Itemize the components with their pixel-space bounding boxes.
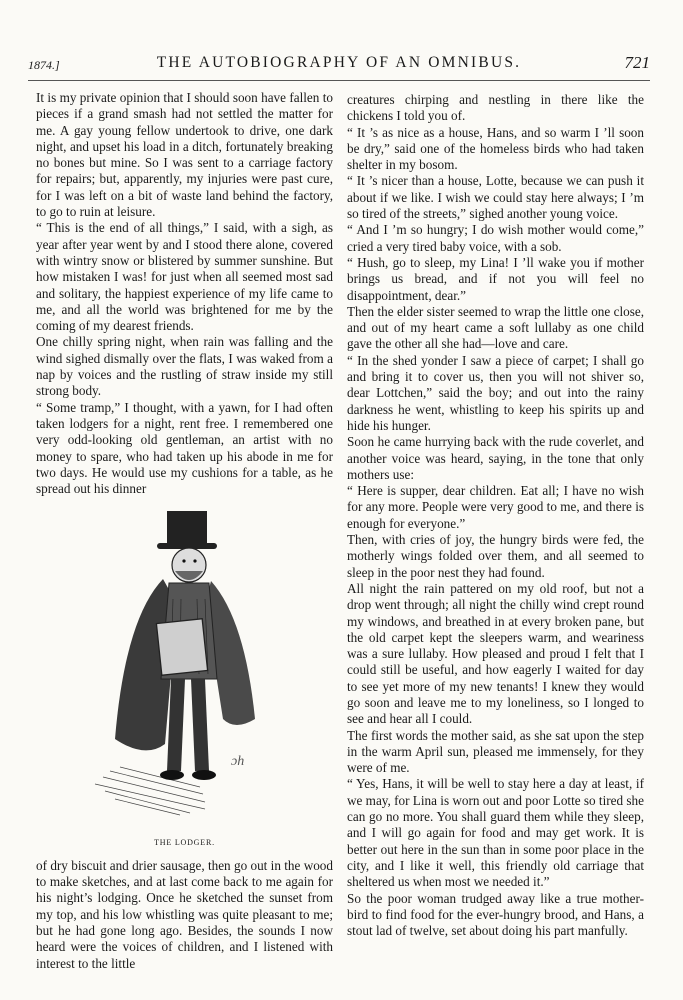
paragraph: Soon he came hurrying back with the rude coverlet, and another voice was heard, saying, in the tone that only mothers use: <box>347 434 644 482</box>
running-header <box>28 52 650 80</box>
paragraph: It is my private opinion that I should soon have fallen to pieces if a grand smash had not settled the matter for me. A gay young fellow undertook to drive, one dark night, and upset his load in a ditch, fortunately breaking no bones but mine. So I was sent to a carriage factory for repairs; but, apparently, my injuries were past cure, for I was left on a bit of waste land behind the factory, to go to ruin at leisure. <box>36 90 333 220</box>
paragraph: One chilly spring night, when rain was falling and the wind sighed dismally over the flats, I was waked from a nap by voices and the rustling of straw inside my still strong body. <box>36 334 333 399</box>
paragraph: of dry biscuit and drier sausage, then go out in the wood to make sketches, and at last come back to me again for his night’s lodging. Once he sketched the sunset from my top, and his low whistling was quite pleasant to me; but he had gone long ago. Besides, the sounds I now heard were the voices of children, and I listened with interest to the little <box>36 857 333 971</box>
paragraph: “ Hush, go to sleep, my Lina! I ’ll wake you if mother brings us bread, and if not you will feel no disappointment, dear.” <box>347 254 644 303</box>
paragraph: Then the elder sister seemed to wrap the little one close, and out of my heart came a soft lullaby as one child gave the other all she had—love and care. <box>347 303 644 352</box>
paragraph: “ Here is supper, dear children. Eat all; I have no wish for any more. People were very good to me, and there is enough for everyone.” <box>347 483 644 531</box>
header-rule <box>28 80 650 81</box>
paragraph: creatures chirping and nestling in there like the chickens I told you of. <box>347 92 644 124</box>
paragraph: So the poor woman trudged away like a true mother-bird to find food for the ever-hungry brood, and Hans, a stout lad of twelve, set about doing his part manfully. <box>347 890 644 939</box>
lodger-illustration <box>36 509 333 831</box>
header-title: THE AUTOBIOGRAPHY OF AN OMNIBUS. <box>156 54 522 71</box>
paragraph: “ It ’s nicer than a house, Lotte, because we can push it about if we like. I wish we could stay here always; I ’m so tired of the streets,” sighed another young voice. <box>347 173 644 222</box>
paragraph: “ Yes, Hans, it will be well to stay here a day at least, if we may, for Lina is worn out and poor Lotte so tired she can go no more. You shall guard them while they sleep, and I will go again for food and may get work. It is better out here in the sun than in some poor place in the city, and I like it well, this friendly old carriage that sheltered us when most we needed it.” <box>347 776 644 890</box>
paragraph: All night the rain pattered on my old roof, but not a drop went through; all night the chilly wind crept round my windows, and breathed in at every broken pane, but the old carpet kept the sleepers warm, and weariness was a sure lullaby. How pleased and proud I felt that I could still be useful, and how eagerly I waited for day to see yet more of my new tenants! I knew they would go soon and leave me to my loneliness, so I longed to see and hear all I could. <box>347 580 644 727</box>
figure-caption: THE LODGER. <box>154 838 215 848</box>
left-column <box>36 90 333 972</box>
paragraph: The first words the mother said, as she sat upon the step in the warm April sun, pleased me immensely, for they were of me. <box>347 727 644 776</box>
paragraph: Then, with cries of joy, the hungry birds were fed, the motherly wings folded over them, and all seemed to sleep in the poor nest they had found. <box>347 532 644 580</box>
header-year: 1874.] <box>28 58 60 72</box>
page-number: 721 <box>624 53 650 72</box>
paragraph: “ This is the end of all things,” I said, with a sigh, as year after year went by and I stood there alone, covered with wintry snow or blistered by summer sunshine. But how mistaken I was! for just when all seemed most sad and solitary, the happiest experience of my life came to me, and all the world was brightened for me by the coming of my dearest friends. <box>36 220 333 334</box>
svg-text:ɔh: ɔh <box>230 754 244 770</box>
paragraph: “ Some tramp,” I thought, with a yawn, for I had often taken lodgers for a night, rent free. I remembered one very odd-looking old gentleman, an artist with no money to spare, who had taken up his abode in me for two days. He would use my cushions for a table, as he spread out his dinner <box>36 399 333 497</box>
right-column <box>347 92 644 939</box>
lodger-engraving-image <box>85 509 285 831</box>
paragraph: “ In the shed yonder I saw a piece of carpet; I shall go and bring it to cover us, then you will not shiver so, dear Lottchen,” said the boy; and out into the rainy darkness he went, whistling to keep his spirits up and hide his hunger. <box>347 352 644 433</box>
paragraph: “ And I ’m so hungry; I do wish mother would come,” cried a very tired baby voice, with a sob. <box>347 222 644 254</box>
paragraph: “ It ’s as nice as a house, Hans, and so warm I ’ll soon be dry,” said one of the homeless birds who had taken shelter in my bosom. <box>347 124 644 173</box>
